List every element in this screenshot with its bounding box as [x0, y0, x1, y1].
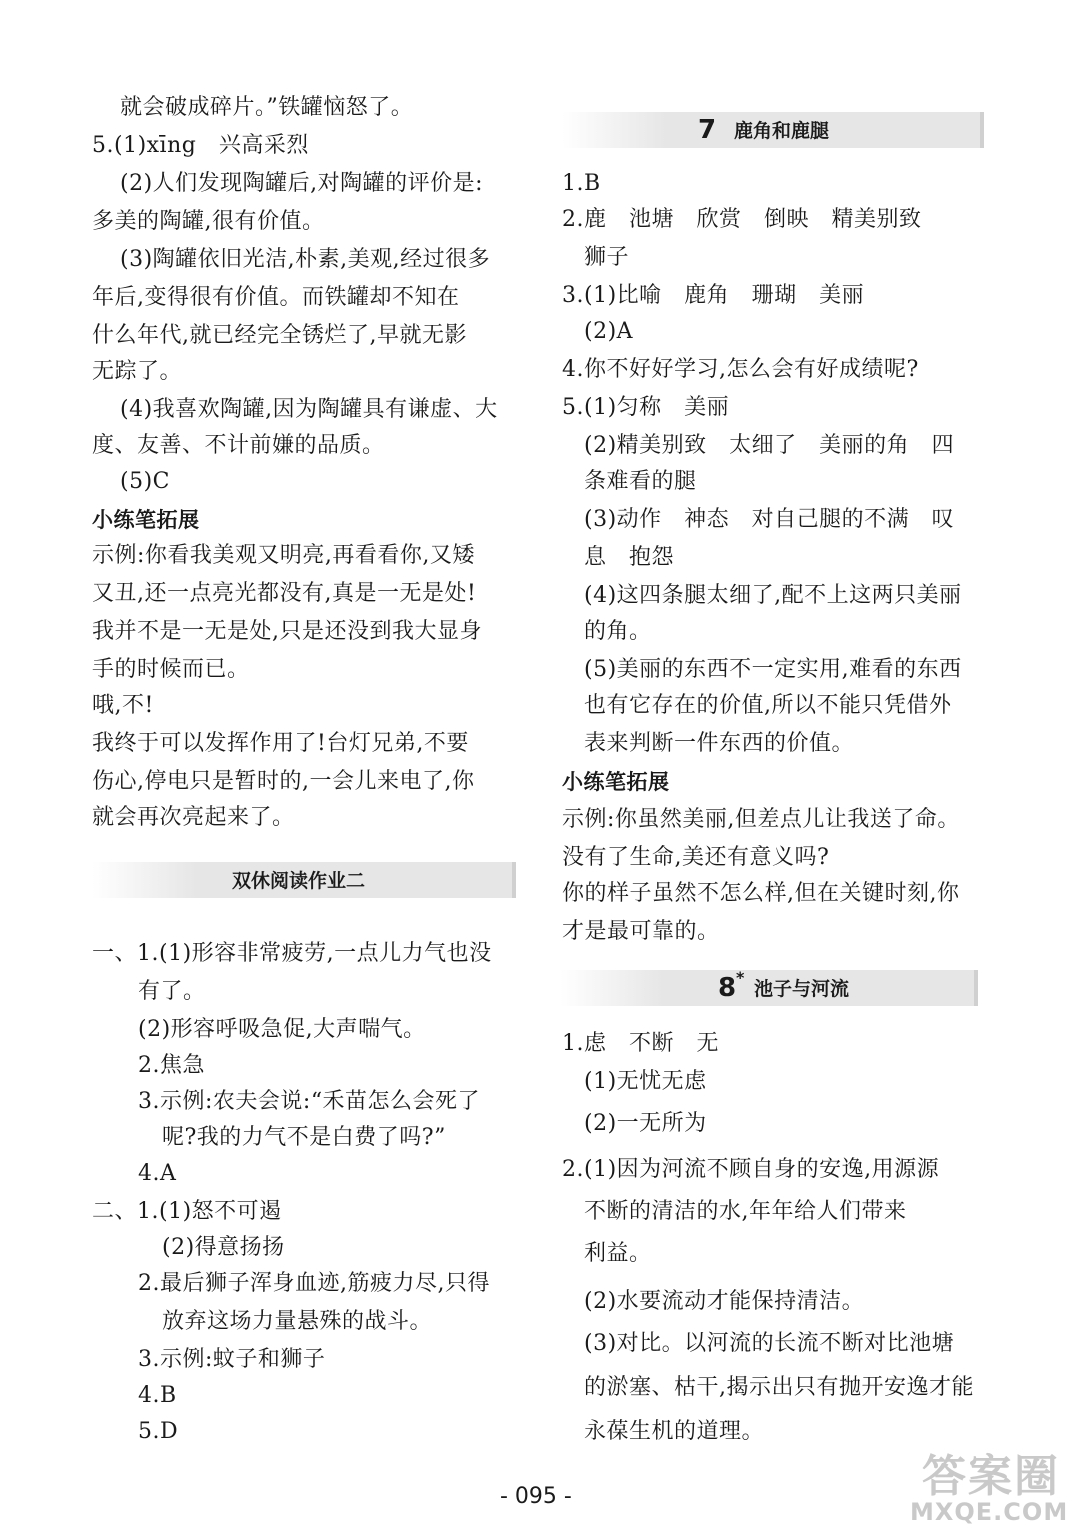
text-line: 条难看的腿 [584, 469, 697, 494]
text-line: (1)无忧无虑 [584, 1069, 707, 1094]
section-header-bar [92, 862, 516, 898]
text-line: 多美的陶罐,很有价值。 [92, 209, 325, 234]
text-line: (2)形容呼吸急促,大声喘气。 [138, 1017, 426, 1042]
text-line: (5)C [120, 469, 170, 494]
text-line: 就会破成碎片。”铁罐恼怒了。 [120, 95, 414, 120]
text-line: 我并不是一无是处,只是还没到我大显身 [92, 619, 482, 644]
text-line: 你的样子虽然不怎么样,但在关键时刻,你 [562, 881, 960, 906]
text-line: 又丑,还一点亮光都没有,真是一无是处! [92, 581, 477, 606]
text-line: 狮子 [584, 245, 630, 270]
section-header-bar [562, 112, 984, 148]
section-title: 双休阅读作业二 [232, 870, 366, 892]
text-line: 的角。 [584, 619, 652, 644]
text-line: 5.(1)匀称 美丽 [562, 395, 730, 420]
text-line: (3)动作 神态 对自己腿的不满 叹 [584, 507, 955, 532]
text-line: (2)水要流动才能保持清洁。 [584, 1289, 865, 1314]
text-line: 5.D [138, 1419, 179, 1444]
text-line: (3)陶罐依旧光洁,朴素,美观,经过很多 [120, 247, 491, 272]
text-line: 利益。 [584, 1241, 652, 1266]
text-line: 2.(1)因为河流不顾自身的安逸,用源源 [562, 1157, 940, 1182]
text-line: 1.B [562, 171, 601, 196]
text-line: (2)人们发现陶罐后,对陶罐的评价是: [120, 171, 484, 196]
text-line: 才是最可靠的。 [562, 919, 720, 944]
section-heading: 小练笔拓展 [92, 508, 200, 532]
watermark-text: 答案圈 [922, 1451, 1060, 1502]
text-line: 伤心,停电只是暂时的,一会儿来电了,你 [92, 769, 475, 794]
text-line: 4.B [138, 1383, 177, 1408]
text-line: 5.(1)xīng 兴高采烈 [92, 133, 309, 158]
text-line: (5)美丽的东西不一定实用,难看的东西 [584, 657, 962, 682]
text-line: 4.A [138, 1161, 177, 1186]
watermark-url: MXQE.COM [910, 1498, 1069, 1526]
text-line: 什么年代,就已经完全锈烂了,早就无影 [92, 323, 467, 348]
text-line: 2.最后狮子浑身血迹,筋疲力尽,只得 [138, 1271, 490, 1296]
text-line: 年后,变得很有价值。而铁罐却不知在 [92, 285, 460, 310]
text-line: (2)精美别致 太细了 美丽的角 四 [584, 433, 955, 458]
text-line: 的淤塞、枯干,揭示出只有抛开安逸才能 [584, 1375, 974, 1400]
page-number: - 095 - [500, 1484, 572, 1509]
text-line: 手的时候而已。 [92, 657, 250, 682]
section-title: 鹿角和鹿腿 [734, 120, 830, 142]
text-line: (2)一无所为 [584, 1111, 707, 1136]
text-line: 1.虑 不断 无 [562, 1031, 719, 1056]
section-heading: 小练笔拓展 [562, 770, 670, 794]
text-line: (3)对比。以河流的长流不断对比池塘 [584, 1331, 955, 1356]
text-line: 就会再次亮起来了。 [92, 805, 295, 830]
text-line: 3.示例:蚊子和狮子 [138, 1347, 326, 1372]
text-line: 哦,不! [92, 693, 154, 718]
section-title: 池子与河流 [754, 978, 850, 1000]
text-line: 一、1.(1)形容非常疲劳,一点儿力气也没 [92, 941, 492, 966]
text-line: (2)得意扬扬 [162, 1235, 285, 1260]
text-line: 3.示例:农夫会说:“禾苗怎么会死了 [138, 1089, 481, 1114]
text-line: 度、友善、不计前嫌的品质。 [92, 433, 385, 458]
text-line: 无踪了。 [92, 359, 183, 384]
text-line: 表来判断一件东西的价值。 [584, 731, 855, 756]
text-line: 呢?我的力气不是白费了吗?” [162, 1125, 446, 1150]
text-line: 3.(1)比喻 鹿角 珊瑚 美丽 [562, 283, 865, 308]
text-line: 放弃这场力量悬殊的战斗。 [162, 1309, 433, 1334]
text-line: (4)这四条腿太细了,配不上这两只美丽 [584, 583, 962, 608]
text-line: (4)我喜欢陶罐,因为陶罐具有谦虚、大 [120, 397, 498, 422]
lesson-number: 7 [698, 115, 717, 145]
text-line: 也有它存在的价值,所以不能只凭借外 [584, 693, 952, 718]
text-line: 2.鹿 池塘 欣赏 倒映 精美别致 [562, 207, 922, 232]
text-line: 示例:你看我美观又明亮,再看看你,又矮 [92, 543, 475, 568]
text-line: 没有了生命,美还有意义吗? [562, 845, 830, 870]
text-line: 有了。 [138, 979, 206, 1004]
optional-star: * [736, 968, 745, 987]
text-line: 2.焦急 [138, 1053, 205, 1078]
text-line: 4.你不好好学习,怎么会有好成绩呢? [562, 357, 919, 382]
section-header-bar [560, 970, 978, 1006]
text-line: 示例:你虽然美丽,但差点儿让我送了命。 [562, 807, 960, 832]
text-line: (2)A [584, 319, 634, 344]
text-line: 息 抱怨 [584, 545, 675, 570]
text-line: 不断的清洁的水,年年给人们带来 [584, 1199, 907, 1224]
lesson-number: 8 [718, 973, 737, 1003]
text-line: 我终于可以发挥作用了!台灯兄弟,不要 [92, 731, 469, 756]
text-line: 永葆生机的道理。 [584, 1419, 765, 1444]
watermark-logo [900, 1440, 1080, 1530]
text-line: 二、1.(1)怒不可遏 [92, 1199, 282, 1224]
